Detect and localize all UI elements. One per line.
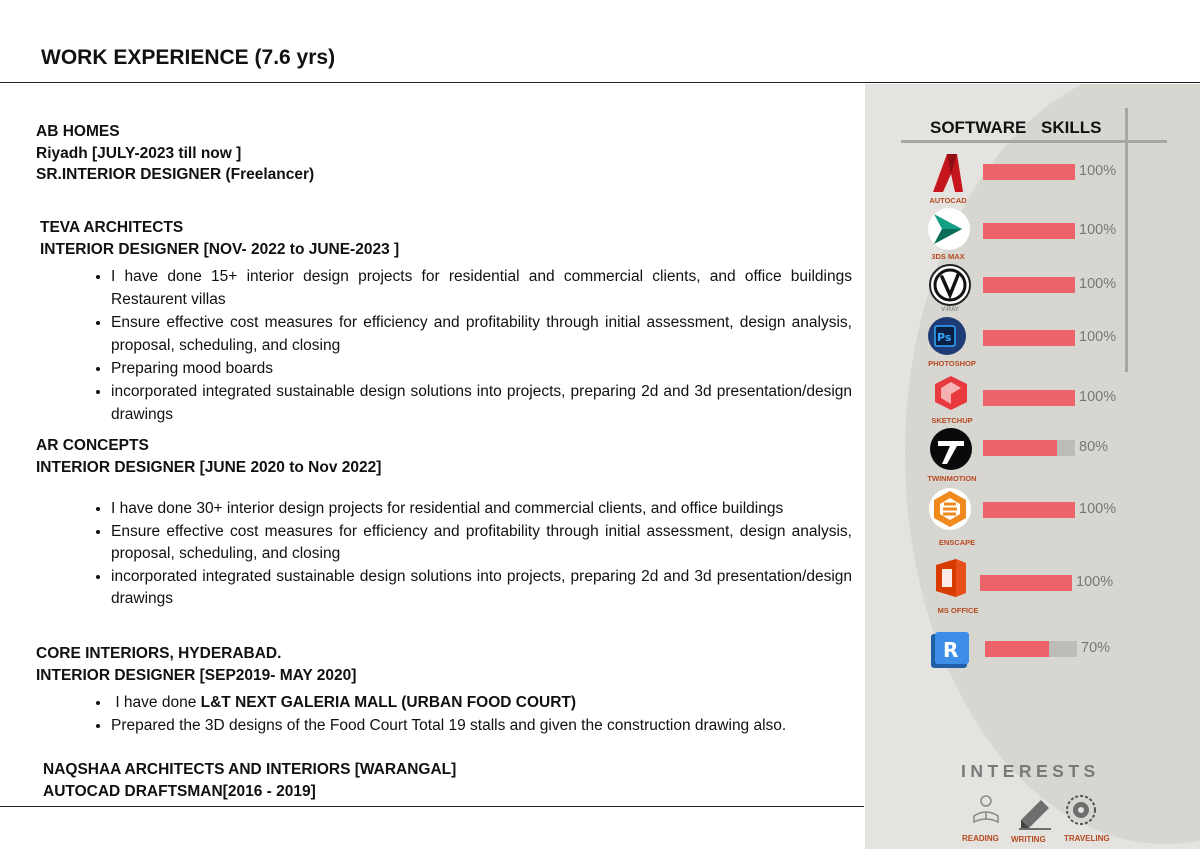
vray-icon bbox=[929, 264, 971, 306]
list-item: • I have done 30+ interior design projects for residential and commercial clients, and office buildings bbox=[111, 498, 852, 521]
core-interiors-entry bbox=[36, 643, 356, 686]
svg-text:R: R bbox=[943, 638, 959, 662]
writing-icon bbox=[1017, 794, 1053, 830]
side-panel bbox=[865, 84, 1200, 849]
skill-bar-fill bbox=[983, 502, 1075, 518]
skill-bar-track bbox=[980, 575, 1072, 591]
bottom-divider bbox=[0, 806, 864, 807]
msoffice-icon bbox=[930, 557, 972, 599]
twinmotion-icon bbox=[930, 428, 972, 470]
3dsmax-icon bbox=[928, 208, 970, 250]
top-divider bbox=[0, 82, 1200, 83]
job-title-dates: INTERIOR DESIGNER [JUNE 2020 to Nov 2022] bbox=[36, 458, 382, 476]
skill-caption: V-RAY bbox=[941, 307, 959, 313]
skill-percent: 70% bbox=[1081, 640, 1111, 656]
reading-icon bbox=[968, 792, 1004, 828]
skill-bar-fill bbox=[983, 223, 1075, 239]
revit-icon bbox=[929, 630, 971, 672]
company-name: TEVA ARCHITECTS bbox=[40, 219, 184, 236]
job-title: SR.INTERIOR DESIGNER (Freelancer) bbox=[36, 166, 315, 183]
naqshaa-entry bbox=[43, 759, 456, 802]
software-skills-title: SOFTWARE SKILLS bbox=[930, 118, 1102, 137]
list-item: • Prepared the 3D designs of the Food Court Total 19 stalls and given the construction drawing also. bbox=[111, 715, 852, 738]
ar-concepts-entry bbox=[36, 435, 381, 478]
skill-bar-fill bbox=[983, 330, 1075, 346]
skill-bar-track bbox=[985, 641, 1077, 657]
sketchup-icon bbox=[929, 372, 971, 414]
skill-bar-track bbox=[983, 502, 1075, 518]
svg-text:Ps: Ps bbox=[937, 331, 952, 344]
skill-caption: 3DS MAX bbox=[931, 252, 965, 261]
traveling-icon bbox=[1063, 792, 1099, 828]
skill-caption: TWINMOTION bbox=[927, 474, 977, 483]
skill-bar-fill bbox=[983, 440, 1057, 456]
ar-concepts-bullets bbox=[90, 498, 852, 611]
skill-bar-track bbox=[983, 390, 1075, 406]
list-item: • I have done 15+ interior design projects for residential and commercial clients, and office buildings Restaurent villas bbox=[111, 265, 852, 311]
skill-percent: 100% bbox=[1079, 163, 1117, 179]
autocad-icon bbox=[927, 152, 969, 194]
company-name: AR CONCEPTS bbox=[36, 437, 149, 454]
interests-title: INTERESTS bbox=[961, 761, 1100, 781]
enscape-icon bbox=[929, 488, 971, 530]
skill-percent: 100% bbox=[1079, 329, 1117, 345]
skill-percent: 100% bbox=[1079, 276, 1117, 292]
project-name: L&T NEXT GALERIA MALL (URBAN FOOD COURT) bbox=[200, 694, 577, 711]
list-item: • incorporated integrated sustainable design solutions into projects, preparing 2d and 3d presentation/design drawings bbox=[111, 380, 852, 426]
skill-bar-track bbox=[983, 277, 1075, 293]
skill-percent: 100% bbox=[1079, 501, 1117, 517]
skill-bar-fill bbox=[983, 390, 1075, 406]
skill-caption: MS OFFICE bbox=[937, 606, 979, 615]
interest-label: TRAVELING bbox=[1064, 834, 1110, 843]
teva-bullets bbox=[90, 265, 852, 426]
skill-percent: 100% bbox=[1079, 389, 1117, 405]
skill-caption: AUTOCAD bbox=[929, 196, 967, 205]
skill-bar-track bbox=[983, 440, 1075, 456]
interest-label: READING bbox=[962, 834, 999, 843]
skill-bar-track bbox=[983, 164, 1075, 180]
core-interiors-bullets bbox=[90, 692, 852, 737]
skill-bar-fill bbox=[983, 164, 1075, 180]
job-title-dates: INTERIOR DESIGNER [NOV- 2022 to JUNE-2023 ] bbox=[40, 240, 400, 258]
list-item: • Ensure effective cost measures for efficiency and profitability through initial assessment, design analysis, proposal, scheduling, and closing bbox=[111, 521, 852, 566]
skill-caption: PHOTOSHOP bbox=[928, 359, 976, 368]
skill-bar-fill bbox=[983, 277, 1075, 293]
skill-bar-fill bbox=[980, 575, 1072, 591]
teva-entry bbox=[40, 217, 399, 260]
job-title-dates: INTERIOR DESIGNER [SEP2019- MAY 2020] bbox=[36, 666, 357, 684]
skill-caption: ENSCAPE bbox=[938, 538, 976, 547]
list-item: • incorporated integrated sustainable design solutions into projects, preparing 2d and 3d presentation/design drawings bbox=[111, 566, 852, 611]
company-name: AB HOMES bbox=[36, 123, 120, 140]
bullet-text: I have done bbox=[115, 694, 201, 711]
page-title: WORK EXPERIENCE (7.6 yrs) bbox=[41, 46, 336, 69]
skill-percent: 80% bbox=[1079, 439, 1109, 455]
company-name: NAQSHAA ARCHITECTS AND INTERIORS [WARANGAL] bbox=[43, 761, 457, 778]
list-item: • Preparing mood boards bbox=[111, 357, 852, 380]
ab-homes-entry bbox=[36, 121, 314, 186]
photoshop-icon bbox=[927, 316, 969, 358]
job-location-dates: Riyadh [JULY-2023 till now ] bbox=[36, 144, 242, 162]
job-title-dates: AUTOCAD DRAFTSMAN[2016 - 2019] bbox=[43, 782, 316, 800]
list-item bbox=[111, 692, 852, 715]
skill-percent: 100% bbox=[1076, 574, 1114, 590]
skill-bar-track bbox=[983, 330, 1075, 346]
skill-caption: SKETCHUP bbox=[931, 416, 973, 425]
title-vertical-line bbox=[1125, 108, 1128, 372]
skill-bar-track bbox=[983, 223, 1075, 239]
list-item: • Ensure effective cost measures for efficiency and profitability through initial assessment, design analysis, proposal, scheduling, and closing bbox=[111, 311, 852, 357]
interest-label: WRITING bbox=[1011, 835, 1046, 844]
skill-percent: 100% bbox=[1079, 222, 1117, 238]
skill-bar-fill bbox=[985, 641, 1049, 657]
company-name: CORE INTERIORS, HYDERABAD. bbox=[36, 645, 282, 662]
